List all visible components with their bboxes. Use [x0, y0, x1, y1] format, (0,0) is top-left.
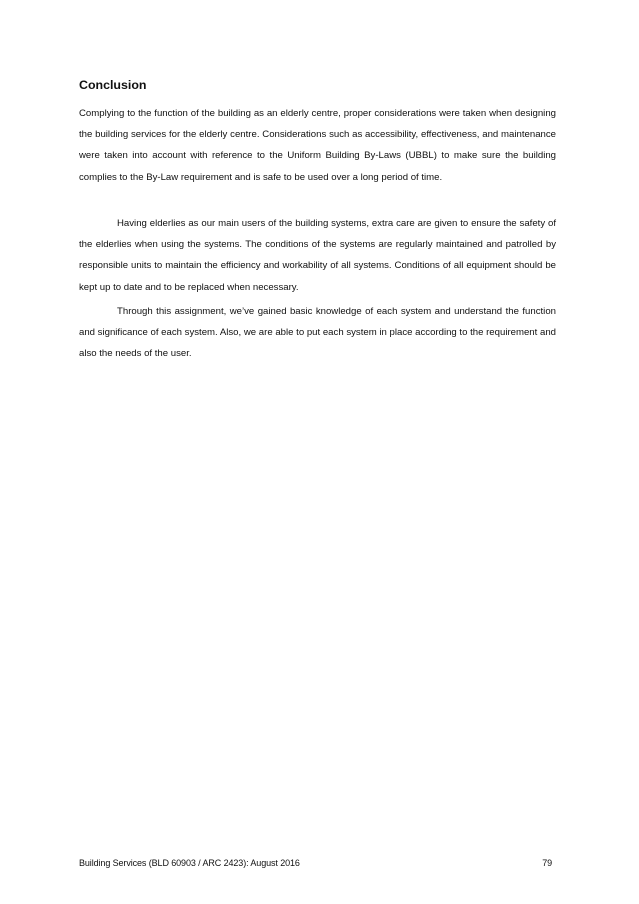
page-footer: [79, 858, 552, 868]
paragraph-1: Complying to the function of the building as an elderly centre, proper considerations were taken when designing the building services for the elderly centre. Considerations such as accessibility, effectiveness, and maintenance were taken into account with reference to the Uniform Building By-Laws (UBBL) to make sure the building complies to the By-Law requirement and is safe to be used over a long period of time.: [79, 108, 556, 183]
page-number: 79: [542, 858, 552, 868]
section-heading: Conclusion: [79, 78, 147, 92]
paragraph-2: Having elderlies as our main users of the building systems, extra care are given to ensure the safety of the elderlies when using the systems. The conditions of the systems are regularly maintained and patrolled by responsible units to maintain the efficiency and workability of all systems. Conditions of all equipment should be kept up to date and to be replaced when necessary.: [79, 218, 556, 293]
footer-course-info: Building Services (BLD 60903 / ARC 2423): August 2016: [79, 858, 300, 868]
paragraph-3: Through this assignment, we’ve gained basic knowledge of each system and understand the function and significance of each system. Also, we are able to put each system in place according to the requirement and also the needs of the user.: [79, 306, 556, 360]
